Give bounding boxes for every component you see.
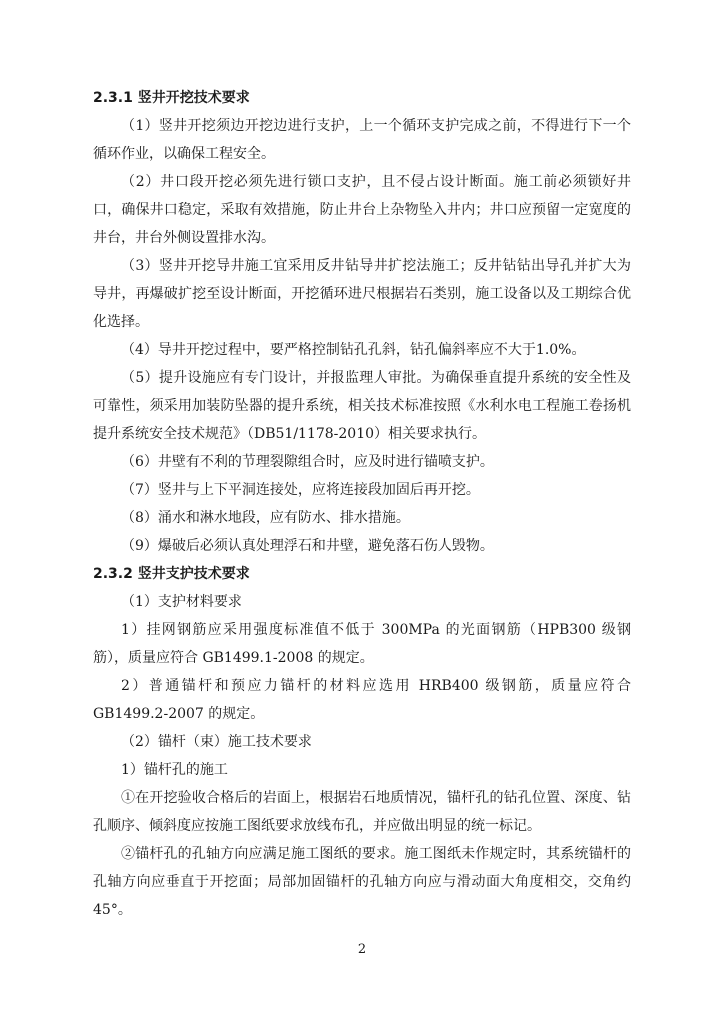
paragraph: （2）锚杆（束）施工技术要求 — [121, 734, 312, 750]
paragraph: （2）井口段开挖必须先进行锁口支护，且不侵占设计断面。施工前必须锁好井口，确保井口稳定，采取有效措施，防止井台上杂物坠入井内；井口应预留一定宽度的井台，井台外侧设置排水沟。 — [93, 174, 631, 246]
paragraph: （6）井壁有不利的节理裂隙组合时，应及时进行锚喷支护。 — [121, 454, 494, 470]
document-body — [93, 84, 631, 924]
paragraph: （8）涌水和淋水地段，应有防水、排水措施。 — [121, 510, 410, 526]
paragraph: ②锚杆孔的孔轴方向应满足施工图纸的要求。施工图纸未作规定时，其系统锚杆的孔轴方向应垂直于开挖面；局部加固锚杆的孔轴方向应与滑动面大角度相交，交角约 45°。 — [93, 846, 631, 918]
paragraph: 1）锚杆孔的施工 — [121, 762, 228, 778]
paragraph: ①在开挖验收合格后的岩面上，根据岩石地质情况，锚杆孔的钻孔位置、深度、钻孔顺序、倾斜度应按施工图纸要求放线布孔，并应做出明显的统一标记。 — [93, 790, 631, 834]
paragraph: （9）爆破后必须认真处理浮石和井壁，避免落石伤人毁物。 — [121, 538, 494, 554]
paragraph: （1）竖井开挖须边开挖边进行支护，上一个循环支护完成之前，不得进行下一个循环作业，以确保工程安全。 — [93, 118, 631, 162]
paragraph: （7）竖井与上下平洞连接处，应将连接段加固后再开挖。 — [121, 482, 480, 498]
paragraph: （4）导井开挖过程中，要严格控制钻孔孔斜，钻孔偏斜率应不大于1.0%。 — [121, 342, 586, 358]
section-heading-2-3-1: 2.3.1 竖井开挖技术要求 — [93, 90, 250, 106]
paragraph: 2）普通锚杆和预应力锚杆的材料应选用 HRB400 级钢筋，质量应符合GB1499.2-2007 的规定。 — [93, 678, 631, 722]
paragraph: 1）挂网钢筋应采用强度标准值不低于 300MPa 的光面钢筋（HPB300 级钢筋），质量应符合 GB1499.1-2008 的规定。 — [93, 622, 631, 666]
paragraph: （3）竖井开挖导井施工宜采用反井钻导井扩挖法施工；反井钻钻出导孔并扩大为导井，再爆破扩挖至设计断面，开挖循环进尺根据岩石类别，施工设备以及工期综合优化选择。 — [93, 258, 631, 330]
section-heading-2-3-2: 2.3.2 竖井支护技术要求 — [93, 566, 250, 582]
paragraph: （5）提升设施应有专门设计，并报监理人审批。为确保垂直提升系统的安全性及可靠性，须采用加装防坠器的提升系统，相关技术标准按照《水利水电工程施工卷扬机提升系统安全技术规范》（DB51/1178-2010）相关要求执行。 — [93, 370, 631, 442]
page-number: 2 — [357, 942, 367, 957]
paragraph: （1）支护材料要求 — [121, 594, 242, 610]
